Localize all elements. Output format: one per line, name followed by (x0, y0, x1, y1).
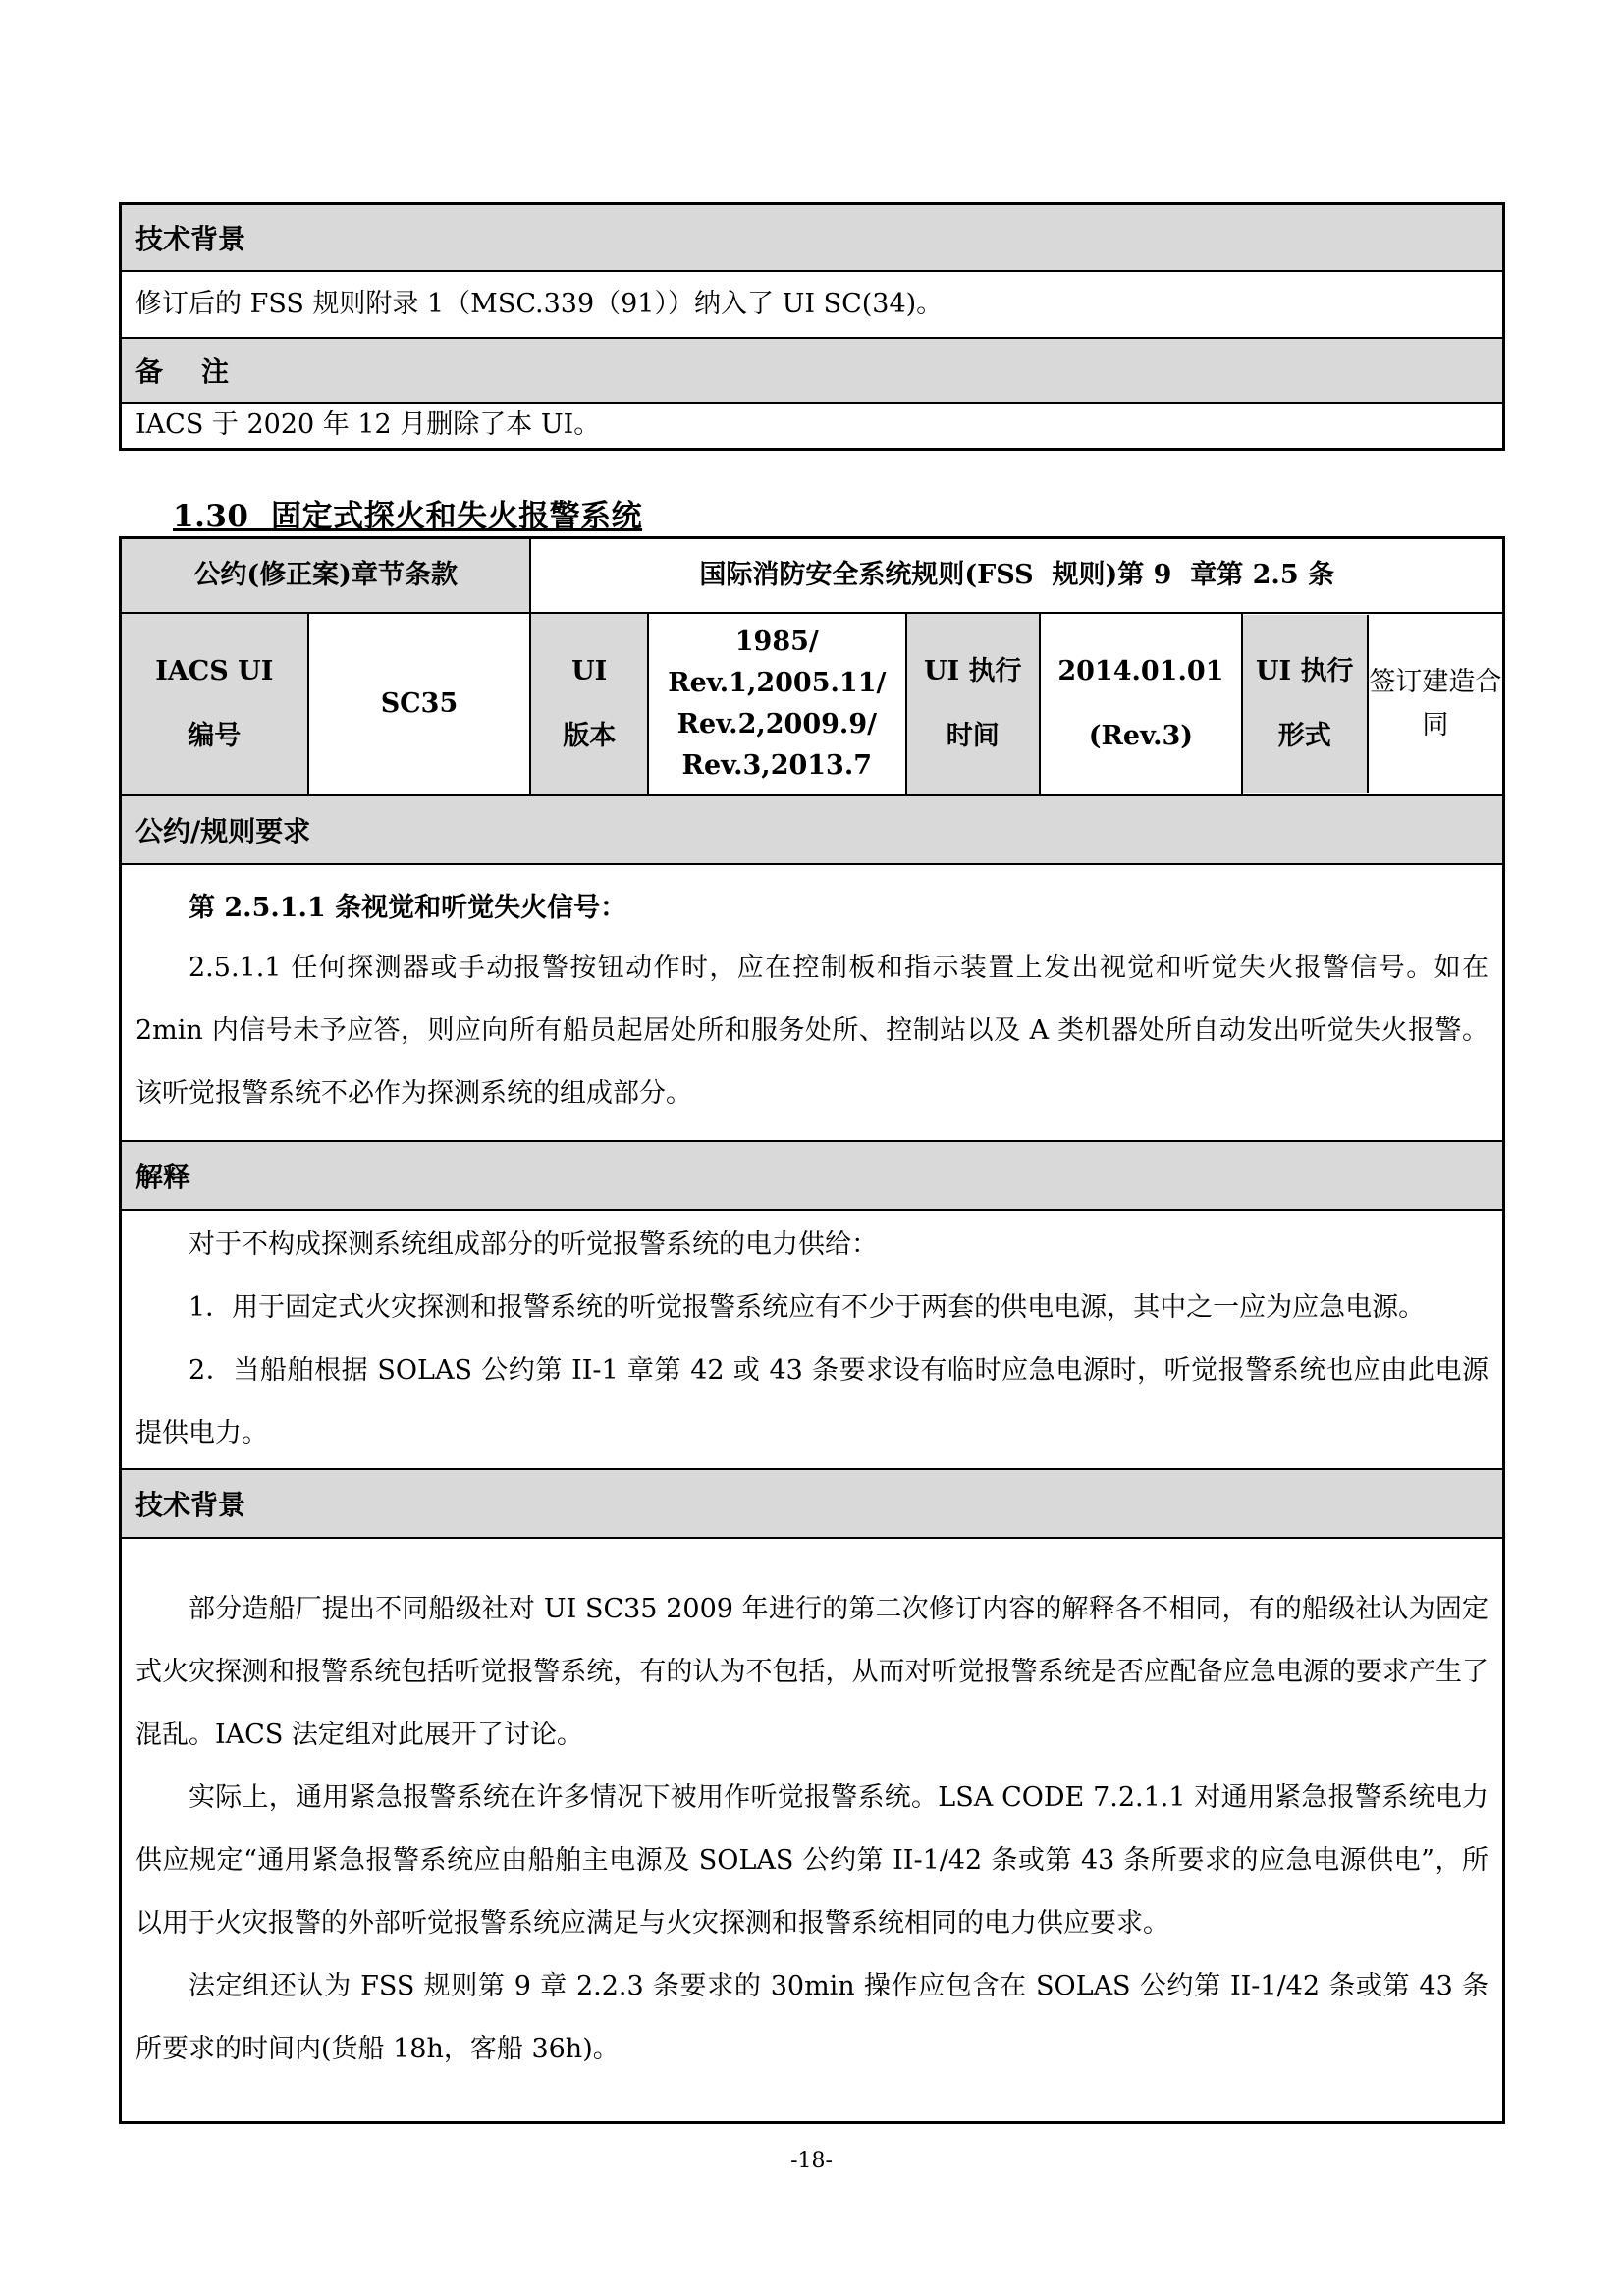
section-title (173, 491, 642, 535)
interpretation-p2: 1．用于固定式火灾探测和报警系统的听觉报警系统应有不少于两套的供电电源，其中之一应为应急电源。 (189, 1291, 1426, 1323)
requirements-subtitle: 第 2.5.1.1 条视觉和听觉失火信号： (189, 892, 627, 923)
requirements-header: 公约/规则要求 (121, 795, 1504, 864)
ui-impl-form-label: UI 执行 形式 (1243, 615, 1369, 793)
interpretation-header: 解释 (121, 1141, 1504, 1210)
tech-background-header: 技术背景 (121, 204, 1504, 271)
ui-number-label: IACS UI 编号 (121, 613, 308, 795)
top-table (119, 202, 1505, 451)
requirements-body (121, 864, 1504, 1141)
ui-version-value: 1985/ Rev.1,2005.11/ Rev.2,2009.9/ Rev.3,2013.7 (648, 613, 905, 795)
background-header: 技术背景 (121, 1469, 1504, 1538)
interpretation-p3: 2．当船舶根据 SOLAS 公约第 II-1 章第 42 或 43 条要求设有临时应急电源时，听觉报警系统也应由此电源提供电力。 (135, 1354, 1488, 1449)
interpretation-body (121, 1210, 1504, 1469)
ui-impl-form-cell (1242, 613, 1504, 795)
remarks-text: IACS 于 2020 年 12 月删除了本 UI。 (121, 403, 1504, 450)
page-number: -18- (790, 2149, 833, 2173)
tech-background-text: 修订后的 FSS 规则附录 1（MSC.339（91））纳入了 UI SC(34)。 (121, 271, 1504, 338)
convention-value: 国际消防安全系统规则(FSS 规则)第 9 章第 2.5 条 (530, 538, 1503, 613)
ui-impl-time-value: 2014.01.01 (Rev.3) (1040, 613, 1242, 795)
main-table (119, 536, 1505, 2124)
ui-impl-form-value: 签订建造合同 (1369, 666, 1502, 740)
section-number: 1.30 (173, 499, 249, 534)
background-p2: 实际上，通用紧急报警系统在许多情况下被用作听觉报警系统。LSA CODE 7.2.1.1 对通用紧急报警系统电力供应规定“通用紧急报警系统应由船舶主电源及 SOLAS 公约第 II-1/42 条或第 43 条所要求的应急电源供电”，所以用于火灾报警的外部听觉报警系统应满足与火灾探测和报警系统相同的电力供应要求。 (135, 1782, 1488, 1940)
requirements-text: 2.5.1.1 任何探测器或手动报警按钮动作时，应在控制板和指示装置上发出视觉和听觉失火报警信号。如在 2min 内信号未予应答，则应向所有船员起居处所和服务处所、控制站以及 A 类机器处所自动发出听觉失火报警。该听觉报警系统不必作为探测系统的组成部分。 (135, 952, 1488, 1109)
background-p1: 部分造船厂提出不同船级社对 UI SC35 2009 年进行的第二次修订内容的解释各不相同，有的船级社认为固定式火灾探测和报警系统包括听觉报警系统，有的认为不包括，从而对听觉报警系统是否应配备应急电源的要求产生了混乱。IACS 法定组对此展开了讨论。 (135, 1594, 1488, 1751)
section-title-text: 固定式探火和失火报警系统 (271, 499, 643, 534)
convention-label: 公约(修正案)章节条款 (121, 538, 531, 613)
background-p3: 法定组还认为 FSS 规则第 9 章 2.2.3 条要求的 30min 操作应包含在 SOLAS 公约第 II-1/42 条或第 43 条所要求的时间内(货船 18h，客船 36h)。 (135, 1971, 1488, 2065)
background-body (121, 1538, 1504, 2123)
ui-impl-time-label: UI 执行 时间 (906, 613, 1040, 795)
ui-number-value: SC35 (308, 613, 531, 795)
remarks-header: 备 注 (121, 338, 1504, 403)
ui-version-label: UI 版本 (530, 613, 648, 795)
interpretation-p1: 对于不构成探测系统组成部分的听觉报警系统的电力供给： (189, 1229, 878, 1260)
